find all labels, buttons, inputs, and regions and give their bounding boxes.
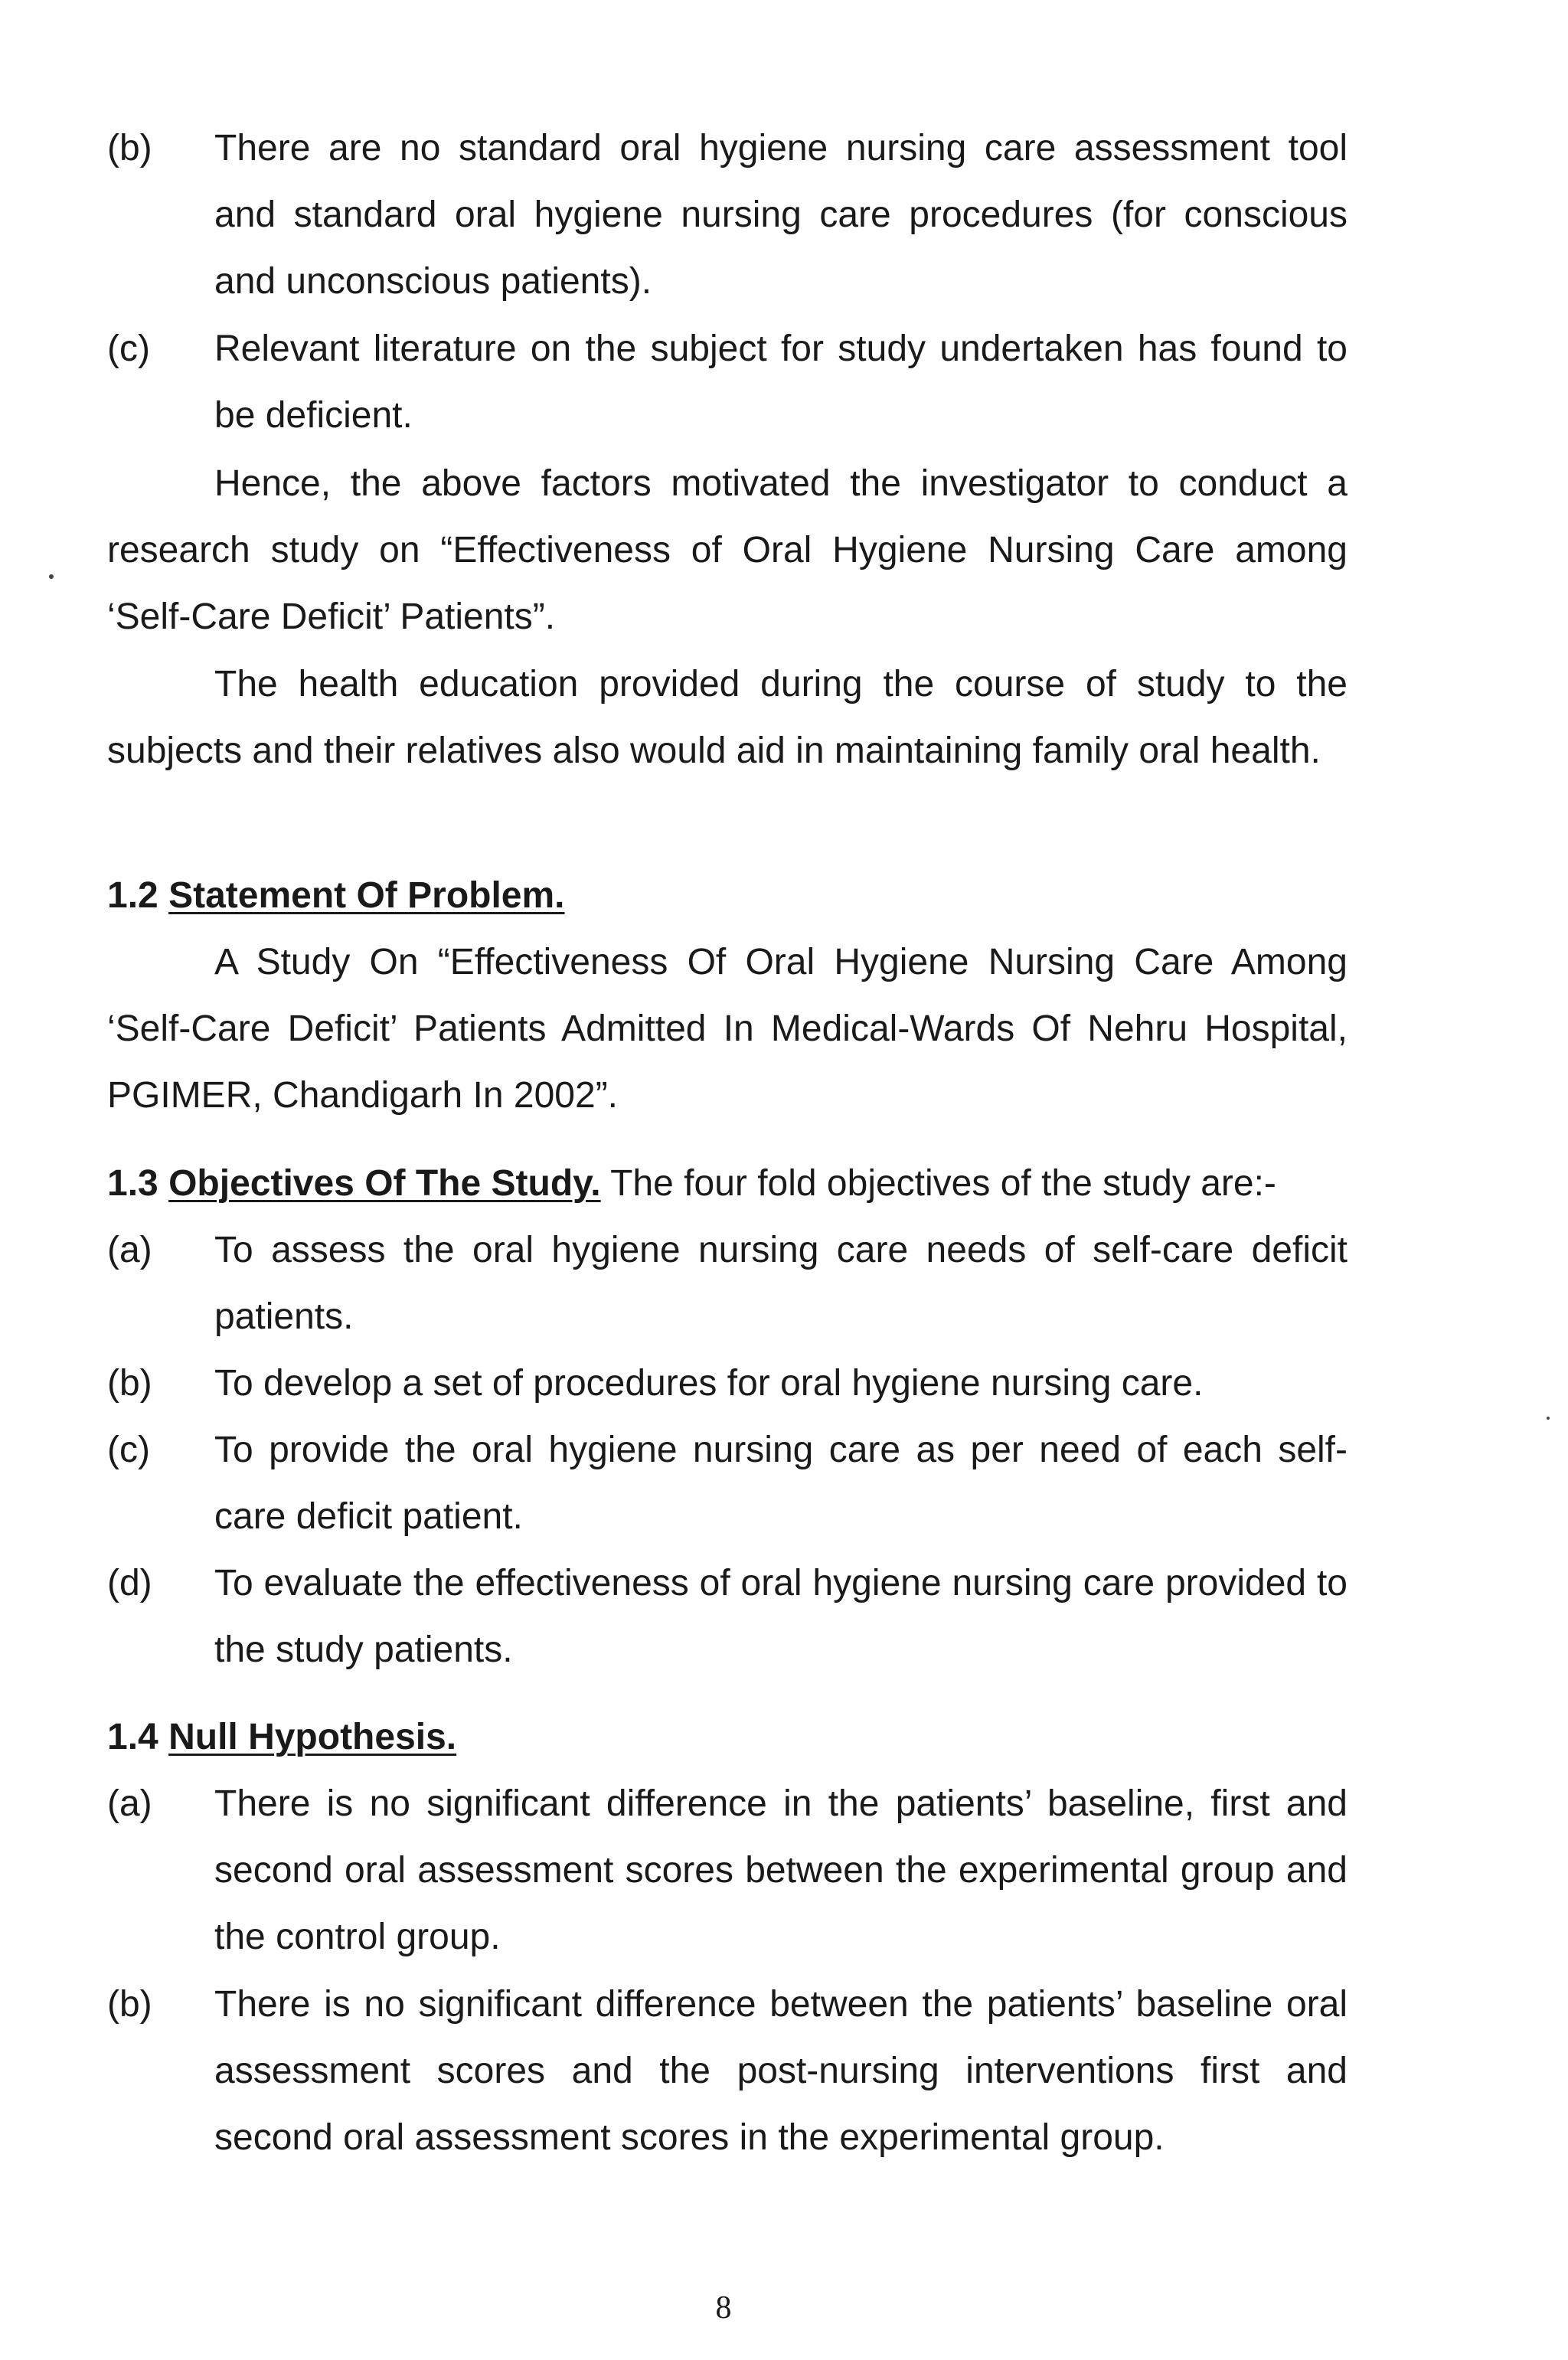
list-item-text: There is no significant difference between the patients’ baseline oral assessment scores and the post-nursing interventions first and second oral assessment scores in the experimental group. [214,1984,1348,2158]
list-item-text: To evaluate the effectiveness of oral hygiene nursing care provided to the study patients. [214,1563,1348,1670]
scan-speck [1547,1417,1550,1420]
hypothesis-item-b [107,1971,1348,2171]
section-number: 1.4 [107,1717,158,1757]
section-title: Statement Of Problem. [168,875,565,916]
hypothesis-item-a [107,1770,1348,1970]
objective-item-d [107,1550,1348,1683]
list-item-label: (c) [107,1430,150,1470]
objective-item-b [107,1350,1348,1417]
section-number: 1.2 [107,875,158,916]
list-item-b-no-standard-tool [107,115,1348,315]
paragraph-problem-statement: A Study On “Effectiveness Of Oral Hygiene Nursing Care Among ‘Self-Care Deficit’ Patients Admitted In Medical-Wards Of Nehru Hospital, PGIMER, Chandigarh In 2002”. [107,942,1348,1116]
list-item-label: (b) [107,128,152,168]
list-item-text: To develop a set of procedures for oral hygiene nursing care. [214,1363,1204,1404]
section-title: Objectives Of The Study. [168,1163,601,1204]
list-item-label: (d) [107,1563,152,1603]
section-heading-null-hypothesis [107,1704,1363,1770]
list-item-label: (b) [107,1984,152,2025]
paragraph-motivation: Hence, the above factors motivated the investigator to conduct a research study on “Effectiveness of Oral Hygiene Nursing Care among ‘Self-Care Deficit’ Patients”. [107,463,1348,637]
objective-item-a [107,1217,1348,1350]
list-item-text: There is no significant difference in the patients’ baseline, first and second oral assessment scores between the experimental group and the control group. [214,1783,1348,1957]
section-intro: The four fold objectives of the study are:- [600,1163,1276,1204]
objective-item-c [107,1417,1348,1550]
list-item-label: (a) [107,1783,152,1824]
section-heading-objectives [107,1150,1363,1217]
section-number: 1.3 [107,1163,158,1204]
list-item-c-literature-deficient [107,315,1348,449]
scan-speck [49,574,54,579]
list-item-label: (c) [107,329,150,369]
list-item-label: (a) [107,1230,152,1270]
list-item-text: To provide the oral hygiene nursing care as per need of each self-care deficit patient. [214,1430,1348,1537]
list-item-text: There are no standard oral hygiene nursing care assessment tool and standard oral hygiene nursing care procedures (for conscious and unconscious patients). [214,128,1348,302]
section-title: Null Hypothesis. [168,1717,457,1757]
section-heading-statement-of-problem [107,862,1363,929]
list-item-text: To assess the oral hygiene nursing care needs of self-care deficit patients. [214,1230,1348,1337]
paragraph-health-education: The health education provided during the course of study to the subjects and their relatives also would aid in maintaining family oral health. [107,664,1348,771]
page-number: 8 [715,2290,732,2326]
list-item-text: Relevant literature on the subject for study undertaken has found to be deficient. [214,329,1348,436]
list-item-label: (b) [107,1363,152,1404]
